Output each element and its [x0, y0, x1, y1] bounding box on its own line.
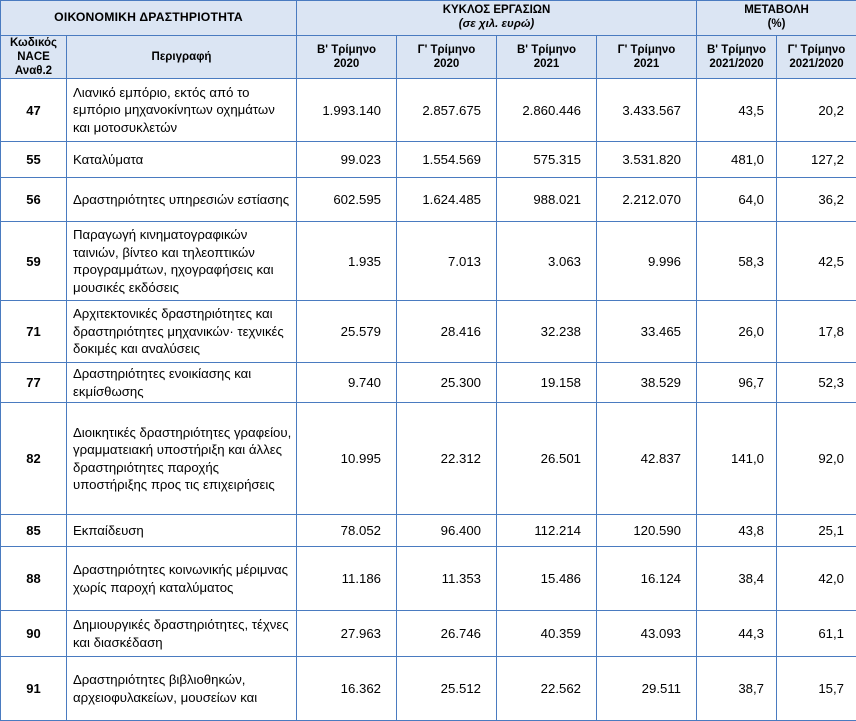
q3-2021-header	[597, 36, 697, 79]
change-q2: 58,3	[697, 222, 777, 301]
activity-description: Λιανικό εμπόριο, εκτός από το εμπόριο μηχανοκίνητων οχημάτων και μοτοσυκλετών	[67, 79, 297, 142]
change-q3: 15,7	[777, 657, 856, 721]
activity-description: Δραστηριότητες ενοικίασης και εκμίσθωσης	[67, 363, 297, 403]
turnover-q2-2020: 10.995	[297, 403, 397, 515]
change-q2-header	[697, 36, 777, 79]
turnover-q3-2021: 3.433.567	[597, 79, 697, 142]
q2-2021-year: 2021	[497, 57, 596, 71]
turnover-q2-2020: 1.993.140	[297, 79, 397, 142]
table-row	[1, 657, 856, 721]
turnover-q3-2021: 38.529	[597, 363, 697, 403]
table-header	[1, 1, 856, 79]
nace-code: 91	[1, 657, 67, 721]
nace-code: 47	[1, 79, 67, 142]
activity-header: ΟΙΚΟΝΟΜΙΚΗ ΔΡΑΣΤΗΡΙΟΤΗΤΑ	[1, 1, 297, 36]
turnover-q2-2020: 9.740	[297, 363, 397, 403]
change-q2: 43,5	[697, 79, 777, 142]
nace-code: 90	[1, 611, 67, 657]
change-q3: 52,3	[777, 363, 856, 403]
nace-code: 82	[1, 403, 67, 515]
table-row	[1, 515, 856, 547]
turnover-q3-2020: 28.416	[397, 301, 497, 363]
turnover-q3-2021: 9.996	[597, 222, 697, 301]
change-q2: 43,8	[697, 515, 777, 547]
turnover-q2-2020: 78.052	[297, 515, 397, 547]
q2-2020-year: 2020	[297, 57, 396, 71]
q3-2020-label: Γ' Τρίμηνο	[397, 43, 496, 57]
change-q3: 25,1	[777, 515, 856, 547]
change-q2-years: 2021/2020	[697, 57, 776, 71]
turnover-q3-2021: 33.465	[597, 301, 697, 363]
table-row	[1, 403, 856, 515]
turnover-q3-2021: 120.590	[597, 515, 697, 547]
activity-description: Δραστηριότητες κοινωνικής μέριμνας χωρίς παροχή καταλύματος	[67, 547, 297, 611]
turnover-q3-2021: 42.837	[597, 403, 697, 515]
q3-2021-year: 2021	[597, 57, 696, 71]
turnover-q3-2020: 25.512	[397, 657, 497, 721]
table-row	[1, 611, 856, 657]
code-header-line2: NACE	[1, 50, 66, 64]
turnover-q3-2020: 1.554.569	[397, 142, 497, 178]
turnover-q3-2020: 25.300	[397, 363, 497, 403]
q3-2020-header	[397, 36, 497, 79]
table-row	[1, 79, 856, 142]
turnover-q2-2021: 575.315	[497, 142, 597, 178]
nace-code: 85	[1, 515, 67, 547]
turnover-q3-2020: 7.013	[397, 222, 497, 301]
activity-description: Εκπαίδευση	[67, 515, 297, 547]
turnover-q2-2021: 22.562	[497, 657, 597, 721]
q2-2020-label: Β' Τρίμηνο	[297, 43, 396, 57]
change-q3: 20,2	[777, 79, 856, 142]
change-title: ΜΕΤΑΒΟΛΗ	[697, 3, 856, 17]
table-row	[1, 142, 856, 178]
turnover-q3-2021: 16.124	[597, 547, 697, 611]
turnover-q2-2020: 1.935	[297, 222, 397, 301]
code-header-line1: Κωδικός	[1, 36, 66, 50]
turnover-q2-2021: 26.501	[497, 403, 597, 515]
code-header	[1, 36, 67, 79]
turnover-q2-2021: 988.021	[497, 178, 597, 222]
turnover-header	[297, 1, 697, 36]
turnover-q2-2020: 16.362	[297, 657, 397, 721]
turnover-q2-2020: 25.579	[297, 301, 397, 363]
change-q3-label: Γ' Τρίμηνο	[777, 43, 856, 57]
nace-code: 71	[1, 301, 67, 363]
change-q2: 38,7	[697, 657, 777, 721]
turnover-q3-2020: 11.353	[397, 547, 497, 611]
change-q3: 36,2	[777, 178, 856, 222]
description-header: Περιγραφή	[67, 36, 297, 79]
change-q3: 127,2	[777, 142, 856, 178]
change-header	[697, 1, 856, 36]
turnover-q3-2021: 43.093	[597, 611, 697, 657]
activity-description: Αρχιτεκτονικές δραστηριότητες και δραστηριότητες μηχανικών· τεχνικές δοκιμές και αναλύσεις	[67, 301, 297, 363]
activity-description: Δημιουργικές δραστηριότητες, τέχνες και διασκέδαση	[67, 611, 297, 657]
table-row	[1, 222, 856, 301]
change-q3: 42,5	[777, 222, 856, 301]
turnover-q2-2021: 112.214	[497, 515, 597, 547]
nace-code: 56	[1, 178, 67, 222]
turnover-q2-2020: 27.963	[297, 611, 397, 657]
change-q2: 64,0	[697, 178, 777, 222]
change-unit: (%)	[697, 17, 856, 31]
code-header-line3: Αναθ.2	[1, 64, 66, 78]
table-row	[1, 547, 856, 611]
change-q2: 44,3	[697, 611, 777, 657]
nace-code: 59	[1, 222, 67, 301]
turnover-q2-2021: 3.063	[497, 222, 597, 301]
turnover-q3-2020: 96.400	[397, 515, 497, 547]
change-q3: 42,0	[777, 547, 856, 611]
nace-code: 55	[1, 142, 67, 178]
turnover-q3-2020: 2.857.675	[397, 79, 497, 142]
turnover-q2-2021: 40.359	[497, 611, 597, 657]
change-q2: 38,4	[697, 547, 777, 611]
turnover-q2-2021: 15.486	[497, 547, 597, 611]
table-row	[1, 363, 856, 403]
activity-description: Δραστηριότητες βιβλιοθηκών, αρχειοφυλακείων, μουσείων και	[67, 657, 297, 721]
change-q3-header	[777, 36, 856, 79]
table-row	[1, 301, 856, 363]
turnover-q3-2021: 3.531.820	[597, 142, 697, 178]
change-q3: 61,1	[777, 611, 856, 657]
change-q2: 481,0	[697, 142, 777, 178]
turnover-q2-2021: 2.860.446	[497, 79, 597, 142]
turnover-q2-2020: 602.595	[297, 178, 397, 222]
turnover-q2-2021: 32.238	[497, 301, 597, 363]
q2-2021-header	[497, 36, 597, 79]
change-q3-years: 2021/2020	[777, 57, 856, 71]
activity-description: Καταλύματα	[67, 142, 297, 178]
change-q2-label: Β' Τρίμηνο	[697, 43, 776, 57]
turnover-q3-2021: 2.212.070	[597, 178, 697, 222]
turnover-q2-2020: 11.186	[297, 547, 397, 611]
change-q3: 17,8	[777, 301, 856, 363]
change-q2: 26,0	[697, 301, 777, 363]
q2-2021-label: Β' Τρίμηνο	[497, 43, 596, 57]
turnover-unit: (σε χιλ. ευρώ)	[297, 17, 696, 31]
activity-description: Διοικητικές δραστηριότητες γραφείου, γραμματειακή υποστήριξη και άλλες δραστηριότητες παροχής υποστήριξης προς τις επιχειρήσεις	[67, 403, 297, 515]
turnover-q3-2020: 26.746	[397, 611, 497, 657]
table-row	[1, 178, 856, 222]
nace-code: 77	[1, 363, 67, 403]
turnover-q2-2021: 19.158	[497, 363, 597, 403]
table-body	[1, 79, 856, 721]
change-q2: 96,7	[697, 363, 777, 403]
q2-2020-header	[297, 36, 397, 79]
q3-2020-year: 2020	[397, 57, 496, 71]
change-q2: 141,0	[697, 403, 777, 515]
activity-description: Παραγωγή κινηματογραφικών ταινιών, βίντεο και τηλεοπτικών προγραμμάτων, ηχογραφήσεις και μουσικές εκδόσεις	[67, 222, 297, 301]
turnover-q3-2021: 29.511	[597, 657, 697, 721]
change-q3: 92,0	[777, 403, 856, 515]
activity-description: Δραστηριότητες υπηρεσιών εστίασης	[67, 178, 297, 222]
turnover-q3-2020: 22.312	[397, 403, 497, 515]
turnover-q3-2020: 1.624.485	[397, 178, 497, 222]
nace-code: 88	[1, 547, 67, 611]
turnover-q2-2020: 99.023	[297, 142, 397, 178]
turnover-title: ΚΥΚΛΟΣ ΕΡΓΑΣΙΩΝ	[297, 3, 696, 17]
q3-2021-label: Γ' Τρίμηνο	[597, 43, 696, 57]
